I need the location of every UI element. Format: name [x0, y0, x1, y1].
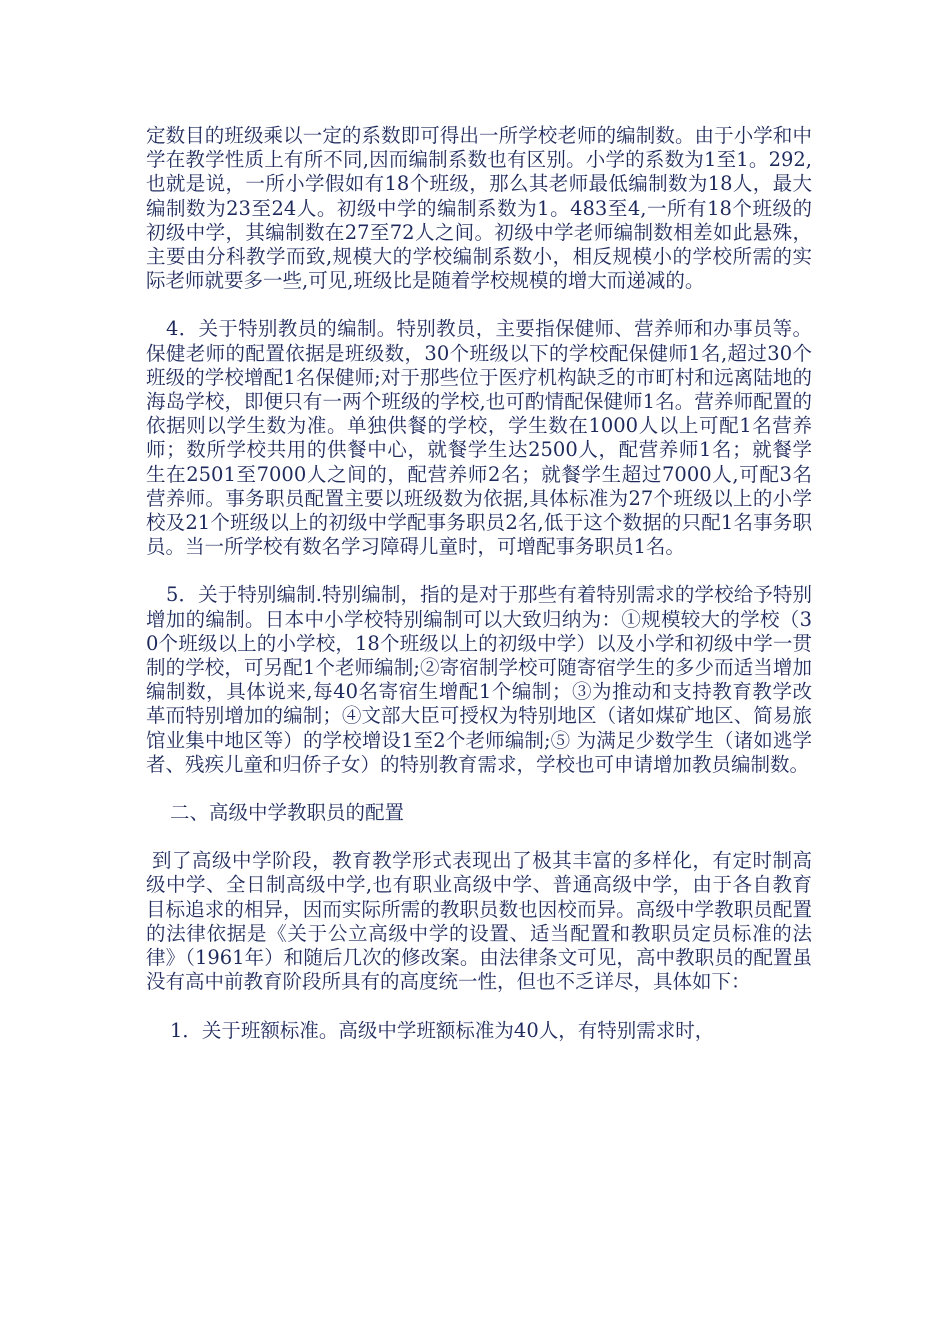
paragraph-class-coefficient: 定数目的班级乘以一定的系数即可得出一所学校老师的编制数。由于小学和中学在教学性质上有所不同,因而编制系数也有区别。小学的系数为1至1。292,也就是说，一所小学假如有18个班级，那么其老师最低编制数为18人，最大编制数为23至24人。初级中学的编制系数为1。483至4,一所有18个班级的初级中学，其编制数在27至72人之间。初级中学老师编制数相差如此悬殊，主要由分科教学而致,规模大的学校编制系数小，相反规模小的学校所需的实际老师就要多一些,可见,班级比是随着学校规模的增大而递减的。: [146, 124, 812, 293]
section-heading: 二、高级中学教职员的配置: [170, 801, 405, 825]
paragraph-special-quota: 5．关于特别编制.特别编制，指的是对于那些有着特别需求的学校给予特别增加的编制。日本中小学校特别编制可以大致归纳为：①规模较大的学校（30个班级以上的小学校，18个班级以上的初级中学）以及小学和初级中学一贯制的学校，可另配1个老师编制;②寄宿制学校可随寄宿学生的多少而适当增加编制数，具体说来,每40名寄宿生增配1个编制；③为推动和支持教育教学改革而特别增加的编制；④文部大臣可授权为特别地区（诸如煤矿地区、简易旅馆业集中地区等）的学校增设1至2个老师编制;⑤ 为满足少数学生（诸如逃学者、残疾儿童和归侨子女）的特别教育需求，学校也可申请增加教员编制数。: [146, 583, 812, 776]
paragraph-special-staff: 4．关于特别教员的编制。特别教员，主要指保健师、营养师和办事员等。保健老师的配置依据是班级数，30个班级以下的学校配保健师1名,超过30个班级的学校增配1名保健师;对于那些位于医疗机构缺乏的市町村和远离陆地的海岛学校，即便只有一两个班级的学校,也可酌情配保健师1名。营养师配置的依据则以学生数为准。单独供餐的学校，学生数在1000人以上可配1名营养师；数所学校共用的供餐中心，就餐学生达2500人，配营养师1名；就餐学生在2501至7000人之间的，配营养师2名；就餐学生超过7000人,可配3名营养师。事务职员配置主要以班级数为依据,具体标准为27个班级以上的小学校及21个班级以上的初级中学配事务职员2名,低于这个数据的只配1名事务职员。当一所学校有数名学习障碍儿童时，可增配事务职员1名。: [146, 317, 812, 559]
paragraph-high-school-intro: 到了高级中学阶段，教育教学形式表现出了极其丰富的多样化，有定时制高级中学、全日制高级中学,也有职业高级中学、普通高级中学，由于各自教育目标追求的相异，因而实际所需的教职员数也因校而异。高级中学教职员配置的法律依据是《关于公立高级中学的设置、适当配置和教职员定员标准的法律》（1961年）和随后几次的修改案。由法律条文可见，高中教职员的配置虽没有高中前教育阶段所具有的高度统一性，但也不乏详尽，具体如下：: [146, 849, 812, 994]
document-page: [146, 124, 812, 1067]
paragraph-class-size-standard: 1．关于班额标准。高级中学班额标准为40人，有特别需求时，: [170, 1018, 715, 1042]
